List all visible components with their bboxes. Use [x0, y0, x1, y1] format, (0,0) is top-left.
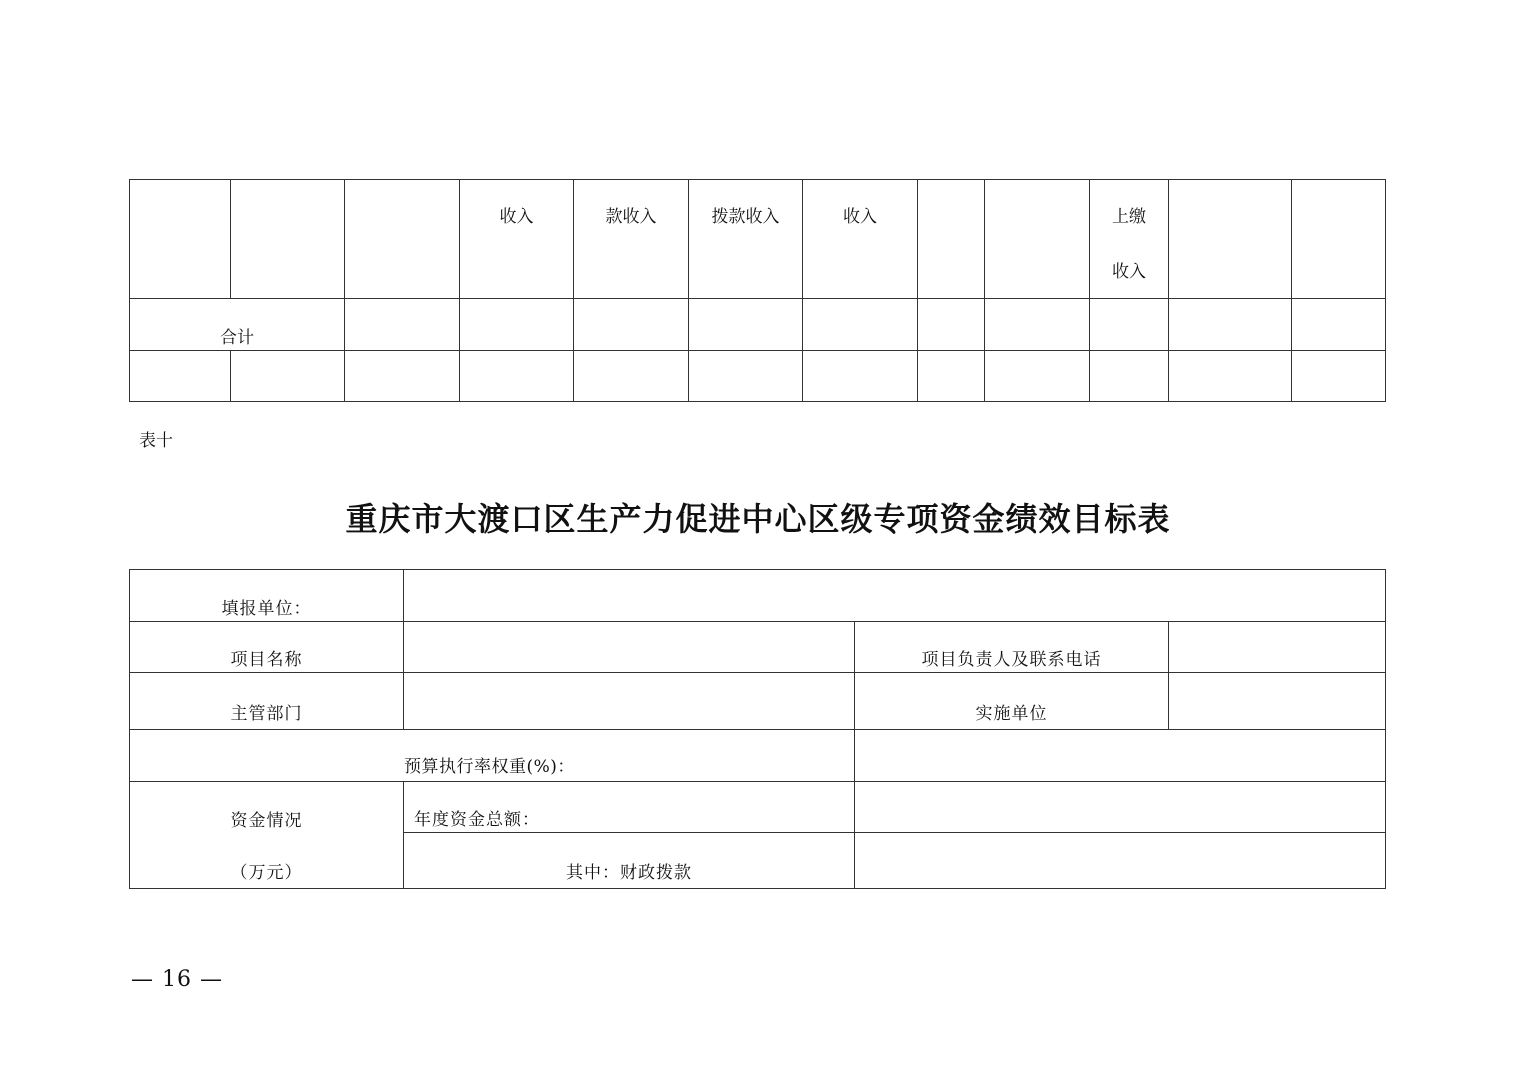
header-cell	[689, 180, 803, 299]
form-row	[130, 782, 1386, 833]
table-cell	[1292, 351, 1386, 402]
table-cell	[985, 351, 1090, 402]
form-label-cell	[855, 673, 1169, 730]
header-cell	[1169, 180, 1292, 299]
form-row	[130, 730, 1386, 782]
header-cell	[574, 180, 689, 299]
funds-label: 资金情况	[230, 811, 303, 831]
top-table-header-row	[130, 180, 1386, 299]
form-label-cell	[404, 782, 855, 833]
table-cell	[130, 351, 231, 402]
form-label-cell	[130, 782, 404, 889]
table-caption: 表十	[139, 431, 173, 451]
implementing-unit-label: 实施单位	[975, 704, 1048, 724]
table-cell	[574, 299, 689, 351]
form-label-cell	[130, 673, 404, 730]
header-cell	[460, 180, 574, 299]
form-label-cell	[130, 622, 404, 673]
page-number: — 16 —	[131, 967, 223, 992]
form-row	[130, 622, 1386, 673]
form-label-cell	[130, 730, 855, 782]
form-label-cell	[404, 833, 855, 889]
project-leader-field[interactable]	[1169, 622, 1386, 673]
annual-total-label: 年度资金总额：	[414, 810, 540, 830]
header-cell	[231, 180, 345, 299]
table-cell	[985, 299, 1090, 351]
header-cell-text: 收入	[843, 207, 877, 227]
table-cell	[689, 351, 803, 402]
table-cell	[1090, 299, 1169, 351]
table-cell	[918, 299, 985, 351]
header-cell	[918, 180, 985, 299]
table-cell	[803, 351, 918, 402]
fiscal-allocation-label: 其中：财政拨款	[566, 863, 692, 883]
header-cell	[1292, 180, 1386, 299]
fiscal-allocation-field[interactable]	[855, 833, 1386, 889]
table-cell	[1169, 299, 1292, 351]
form-row	[130, 570, 1386, 622]
table-cell	[460, 299, 574, 351]
header-cell	[130, 180, 231, 299]
annual-total-field[interactable]	[855, 782, 1386, 833]
total-row	[130, 299, 1386, 351]
header-cell	[803, 180, 918, 299]
project-name-label: 项目名称	[230, 650, 303, 670]
supervising-dept-label: 主管部门	[230, 704, 303, 724]
table-cell	[918, 351, 985, 402]
table-cell	[1292, 299, 1386, 351]
header-cell	[1090, 180, 1169, 299]
table-cell	[1169, 351, 1292, 402]
table-cell	[231, 351, 345, 402]
funds-unit-label: （万元）	[230, 863, 303, 883]
header-cell-text: 收入	[499, 207, 534, 227]
table-cell	[803, 299, 918, 351]
filling-unit-field[interactable]	[404, 570, 1386, 622]
header-cell	[985, 180, 1090, 299]
implementing-unit-field[interactable]	[1169, 673, 1386, 730]
form-label-cell	[855, 622, 1169, 673]
budget-rate-field[interactable]	[855, 730, 1386, 782]
table-cell	[689, 299, 803, 351]
total-label-cell	[130, 299, 345, 351]
project-name-field[interactable]	[404, 622, 855, 673]
project-leader-label: 项目负责人及联系电话	[921, 650, 1102, 670]
header-cell-text: 款收入	[605, 207, 657, 227]
table-cell	[345, 351, 460, 402]
empty-row	[130, 351, 1386, 402]
total-label: 合计	[220, 328, 254, 348]
form-row	[130, 673, 1386, 730]
table-cell	[1090, 351, 1169, 402]
performance-form-table	[129, 569, 1386, 889]
form-label-cell	[130, 570, 404, 622]
header-cell	[345, 180, 460, 299]
table-cell	[345, 299, 460, 351]
header-cell-text: 上缴	[1112, 207, 1146, 227]
table-cell	[460, 351, 574, 402]
filling-unit-label: 填报单位：	[221, 599, 312, 619]
header-cell-text: 收入	[1112, 262, 1146, 282]
header-cell-text: 拨款收入	[711, 207, 780, 227]
supervising-dept-field[interactable]	[404, 673, 855, 730]
table-cell	[574, 351, 689, 402]
budget-rate-label: 预算执行率权重(%)：	[404, 757, 575, 777]
top-table	[129, 179, 1386, 402]
page-title: 重庆市大渡口区生产力促进中心区级专项资金绩效目标表	[345, 500, 1171, 538]
